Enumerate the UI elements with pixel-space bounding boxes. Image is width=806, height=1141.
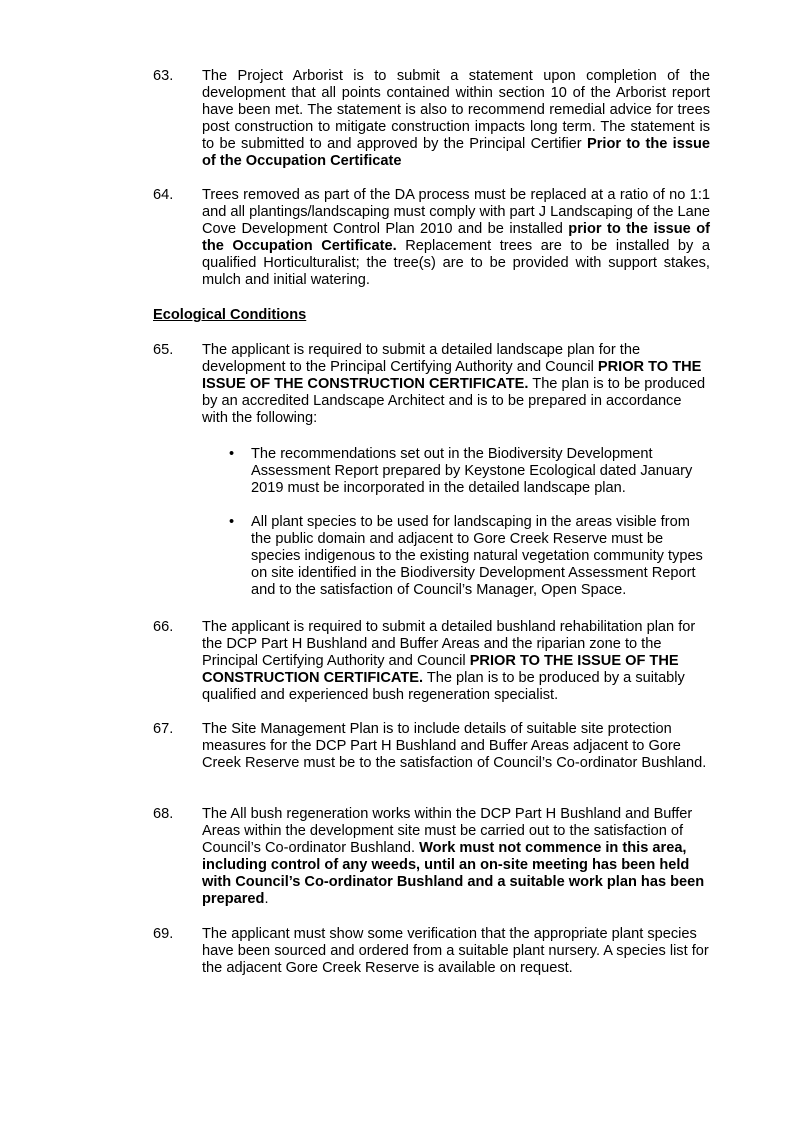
condition-63 (153, 68, 710, 170)
condition-65-bullet-list (202, 446, 710, 599)
condition-text (202, 342, 710, 427)
condition-text-part: Trees removed as part of the DA process must be replaced at a ratio of no 1:1 and all plantings/landscaping must comply with part J Landscaping of the Lane Cove Development Control Plan 2010 and be installed (202, 187, 710, 237)
condition-text-part: The All bush regeneration works within the DCP Part H Bushland and Buffer Areas within the development site must be carried out to the satisfaction of Council’s Co-ordinator Bushland. (202, 806, 693, 856)
condition-text-part: Replacement trees are to be installed by a qualified Horticulturalist; the tree(s) are to be provided with support stakes, mulch and initial watering. (202, 238, 710, 288)
condition-number: 68. (153, 806, 174, 822)
condition-text-part: The applicant is required to submit a detailed landscape plan for the development to the Principal Certifying Authority and Council (202, 342, 641, 375)
condition-number: 63. (153, 68, 174, 84)
condition-64 (153, 187, 710, 289)
condition-text-bold: Work must not commence in this area, including control of any weeds, until an on-site meeting has been held with Council’s Co-ordinator Bushland and a suitable work plan has been prepared (202, 840, 705, 907)
condition-text (202, 721, 710, 772)
condition-number: 66. (153, 619, 174, 635)
section-heading-ecological-conditions: Ecological Conditions (153, 307, 307, 323)
condition-text-part: The Site Management Plan is to include details of suitable site protection measures for the DCP Part H Bushland and Buffer Areas adjacent to Gore Creek Reserve must be to the satisfaction of Council’s Co-ordinator Bushland. (202, 721, 707, 771)
condition-text-part: The applicant is required to submit a detailed bushland rehabilitation plan for the DCP Part H Bushland and Buffer Areas and the riparian zone to the Principal Certifying Authority and Council (202, 619, 696, 669)
condition-number: 64. (153, 187, 174, 203)
list-item (202, 514, 710, 599)
condition-text (202, 926, 710, 977)
bullet-icon: • (229, 446, 235, 462)
list-item-text: All plant species to be used for landscaping in the areas visible from the public domain and adjacent to Gore Creek Reserve must be species indigenous to the existing natural vegetation community types on site identified in the Biodiversity Development Assessment Report and to the satisfaction of Council’s Manager, Open Space. (251, 514, 703, 598)
condition-text-part: The plan is to be produced by an accredited Landscape Architect and is to be prepared in accordance with the following: (202, 376, 706, 426)
condition-text-bold: Prior to the issue of the Occupation Certificate (202, 136, 710, 169)
condition-69 (153, 926, 710, 977)
condition-text-part: The Project Arborist is to submit a statement upon completion of the development that all points contained within section 10 of the Arborist report have been met. The statement is also to recommend remedial advice for trees post construction to mitigate construction impacts long term. The statement is to be submitted to and approved by the Principal Certifier (202, 68, 710, 152)
condition-66 (153, 619, 710, 704)
condition-text-bold: PRIOR TO THE ISSUE OF THE CONSTRUCTION CERTIFICATE. (202, 653, 679, 686)
condition-65 (153, 342, 710, 427)
condition-text-part: The plan is to be produced by a suitably qualified and experienced bush regeneration specialist. (202, 670, 685, 703)
condition-text (202, 619, 710, 704)
condition-text-part: The applicant must show some verification that the appropriate plant species have been sourced and ordered from a suitable plant nursery. A species list for the adjacent Gore Creek Reserve is available on request. (202, 926, 709, 976)
list-item (202, 446, 710, 497)
condition-text-part: . (264, 891, 269, 907)
condition-text-bold: prior to the issue of the Occupation Certificate. (202, 221, 710, 254)
condition-text (202, 68, 710, 170)
condition-number: 65. (153, 342, 174, 358)
condition-text (202, 806, 710, 908)
condition-text (202, 187, 710, 289)
condition-number: 67. (153, 721, 174, 737)
condition-number: 69. (153, 926, 174, 942)
condition-text-bold: PRIOR TO THE ISSUE OF THE CONSTRUCTION CERTIFICATE. (202, 359, 702, 392)
condition-68 (153, 806, 710, 908)
bullet-icon: • (229, 514, 235, 530)
list-item-text: The recommendations set out in the Biodiversity Development Assessment Report prepared by Keystone Ecological dated January 2019 must be incorporated in the detailed landscape plan. (251, 446, 693, 496)
condition-67 (153, 721, 710, 772)
